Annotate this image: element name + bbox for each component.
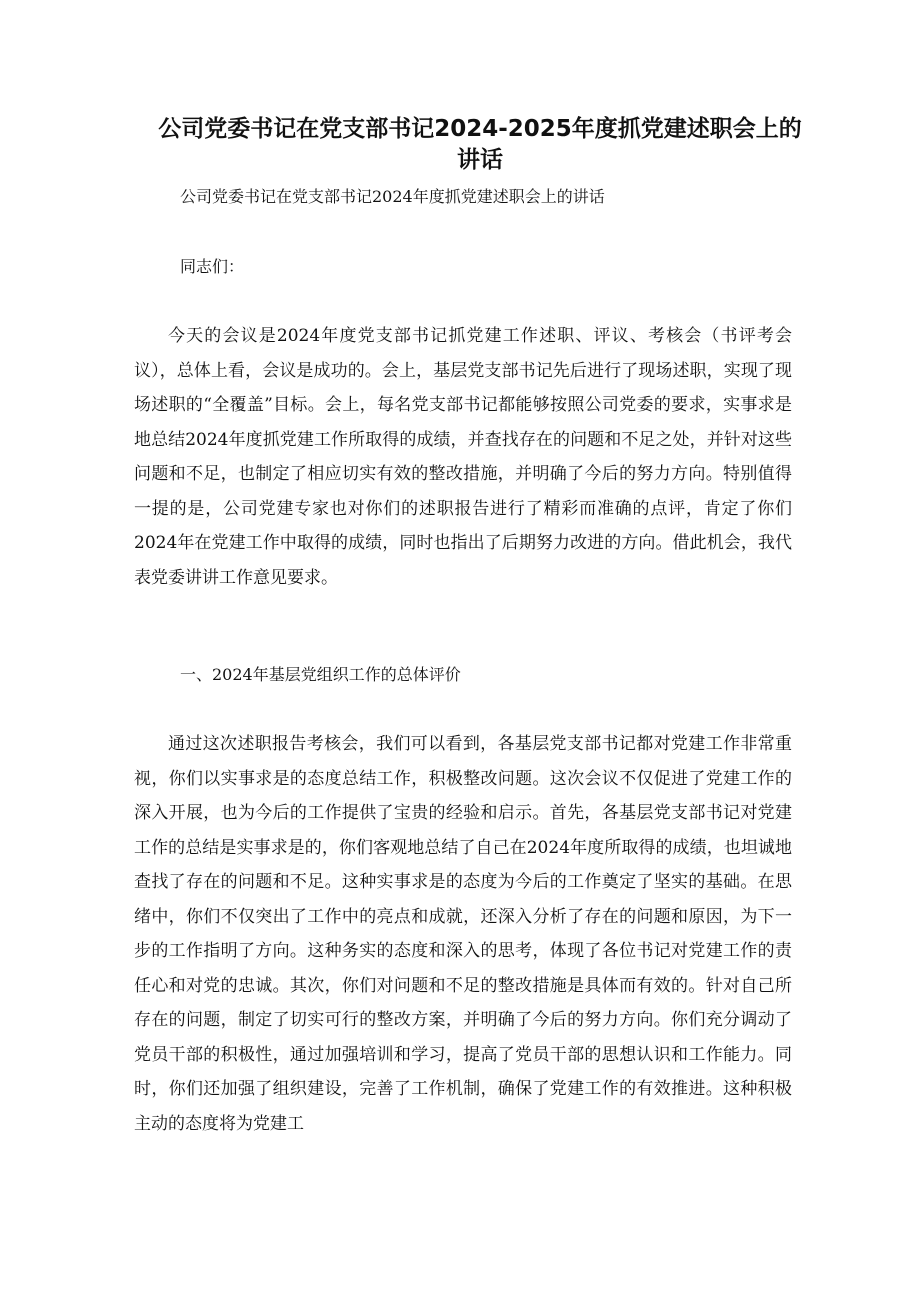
body-paragraph: 今天的会议是2024年度党支部书记抓党建工作述职、评议、考核会（书评考会议），总体上看，会议是成功的。会上，基层党支部书记先后进行了现场述职，实现了现场述职的“全覆盖”目标。会上，每名党支部书记都能够按照公司党委的要求，实事求是地总结2024年度抓党建工作所取得的成绩，并查找存在的问题和不足之处，并针对这些问题和不足，也制定了相应切实有效的整改措施，并明确了今后的努力方向。特别值得一提的是，公司党建专家也对你们的述职报告进行了精彩而准确的点评，肯定了你们2024年在党建工作中取得的成绩，同时也指出了后期努力改进的方向。借此机会，我代表党委讲讲工作意见要求。 bbox=[134, 326, 792, 588]
body-paragraph: 通过这次述职报告考核会，我们可以看到，各基层党支部书记都对党建工作非常重视，你们以实事求是的态度总结工作，积极整改问题。这次会议不仅促进了党建工作的深入开展，也为今后的工作提供了宝贵的经验和启示。首先，各基层党支部书记对党建工作的总结是实事求是的，你们客观地总结了自己在2024年度所取得的成绩，也坦诚地查找了存在的问题和不足。这种实事求是的态度为今后的工作奠定了坚实的基础。在思绪中，你们不仅突出了工作中的亮点和成就，还深入分析了存在的问题和原因，为下一步的工作指明了方向。这种务实的态度和深入的思考，体现了各位书记对党建工作的责任心和对党的忠诚。其次，你们对问题和不足的整改措施是具体而有效的。针对自己所存在的问题，制定了切实可行的整改方案，并明确了今后的努力方向。你们充分调动了党员干部的积极性，通过加强培训和学习，提高了党员干部的思想认识和工作能力。同时，你们还加强了组织建设，完善了工作机制，确保了党建工作的有效推进。这种积极主动的态度将为党建工 bbox=[134, 734, 792, 1134]
document-title: 公司党委书记在党支部书记2024-2025年度抓党建述职会上的讲话 bbox=[158, 116, 802, 173]
document-subtitle: 公司党委书记在党支部书记2024年度抓党建述职会上的讲话 bbox=[180, 187, 605, 206]
section-heading: 一、2024年基层党组织工作的总体评价 bbox=[180, 665, 461, 684]
salutation: 同志们： bbox=[180, 257, 245, 276]
